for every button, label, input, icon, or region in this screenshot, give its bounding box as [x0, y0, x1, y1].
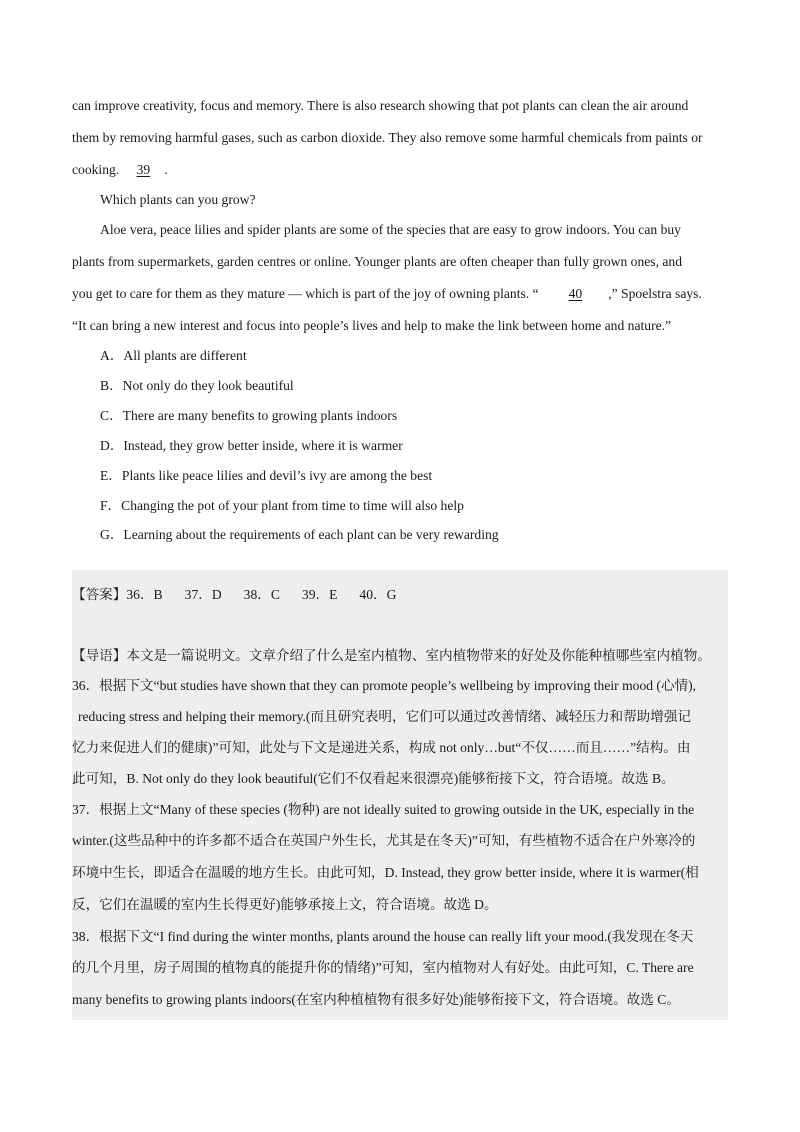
answer-item: 40．G — [359, 587, 397, 602]
explanation-line: reducing stress and helping their memory.(而且研究表明，它们可以通过改善情绪、减轻压力和帮助增强记 — [78, 709, 692, 724]
passage-line: them by removing harmful gases, such as carbon dioxide. They also remove some harmful chemicals from paints or — [72, 130, 703, 145]
explanation-line: 此可知，B. Not only do they look beautiful(它们不仅看起来很漂亮)能够衔接下文，符合语境。故选 B。 — [72, 771, 675, 786]
passage-line-39 — [72, 160, 168, 180]
answer-item: 38．C — [243, 587, 280, 602]
explanation-line: 的几个月里，房子周围的植物真的能提升你的情绪)”可知，室内植物对人有好处。由此可知，C. There are — [72, 960, 694, 975]
guide-line — [72, 646, 711, 666]
explanation-line: 反，它们在温暖的室内生长得更好)能够承接上文，符合语境。故选 D。 — [72, 897, 498, 912]
passage-line-40 — [72, 284, 702, 304]
answer-explanation-box — [72, 570, 728, 1020]
guide-text: 本文是一篇说明文。文章介绍了什么是室内植物、室内植物带来的好处及你能种植哪些室内植物。 — [126, 648, 711, 663]
answer-item: 39．E — [301, 587, 338, 602]
passage-text: . — [164, 162, 168, 177]
answer-item: 37．D — [184, 587, 222, 602]
option-f: F．Changing the pot of your plant from time to time will also help — [100, 498, 464, 513]
option-d: D．Instead, they grow better inside, where it is warmer — [100, 438, 403, 453]
answer-line — [72, 585, 396, 605]
passage-line: “It can bring a new interest and focus into people’s lives and help to make the link between home and nature.” — [72, 318, 672, 333]
explanation-line: 38．根据下文“I find during the winter months, plants around the house can really lift your mood.(我发现在冬天 — [72, 929, 694, 944]
explanation-line: winter.(这些品种中的许多都不适合在英国户外生长，尤其是在冬天)”可知，有些植物不适合在户外寒冷的 — [72, 833, 696, 848]
passage-line: plants from supermarkets, garden centres or online. Younger plants are often cheaper than fully grown ones, and — [72, 254, 683, 269]
section-heading: Which plants can you grow? — [100, 192, 256, 207]
answer-label: 【答案】 — [72, 587, 127, 602]
passage-text: cooking. — [72, 162, 120, 177]
explanation-line: many benefits to growing plants indoors(在室内种植植物有很多好处)能够衔接下文，符合语境。故选 C。 — [72, 992, 680, 1007]
blank-39: 39 — [136, 162, 151, 177]
option-b: B．Not only do they look beautiful — [100, 378, 294, 393]
explanation-line: 36．根据下文“but studies have shown that they can promote people’s wellbeing by improving their mood (心情), — [72, 678, 697, 693]
option-c: C．There are many benefits to growing plants indoors — [100, 408, 398, 423]
passage-line: Aloe vera, peace lilies and spider plants are some of the species that are easy to grow indoors. You can buy — [100, 222, 681, 237]
answer-item: 36．B — [126, 587, 163, 602]
option-a: A．All plants are different — [100, 348, 247, 363]
passage-text: ,” Spoelstra says. — [608, 286, 702, 301]
option-e: E．Plants like peace lilies and devil’s ivy are among the best — [100, 468, 433, 483]
explanation-line: 环境中生长，即适合在温暖的地方生长。由此可知，D. Instead, they grow better inside, where it is warmer(相 — [72, 865, 699, 880]
passage-line: can improve creativity, focus and memory. There is also research showing that pot plants can clean the air around — [72, 98, 689, 113]
passage-text: you get to care for them as they mature — which is part of the joy of owning plants. “ — [72, 286, 539, 301]
option-g: G．Learning about the requirements of each plant can be very rewarding — [100, 527, 499, 542]
explanation-line: 37．根据上文“Many of these species (物种) are not ideally suited to growing outside in the UK, especially in the — [72, 802, 695, 817]
guide-label: 【导语】 — [72, 648, 127, 663]
blank-40: 40 — [568, 286, 583, 301]
explanation-line: 忆力来促进人们的健康)”可知，此处与下文是递进关系，构成 not only…but“不仅……而且……”结构。由 — [72, 740, 691, 755]
